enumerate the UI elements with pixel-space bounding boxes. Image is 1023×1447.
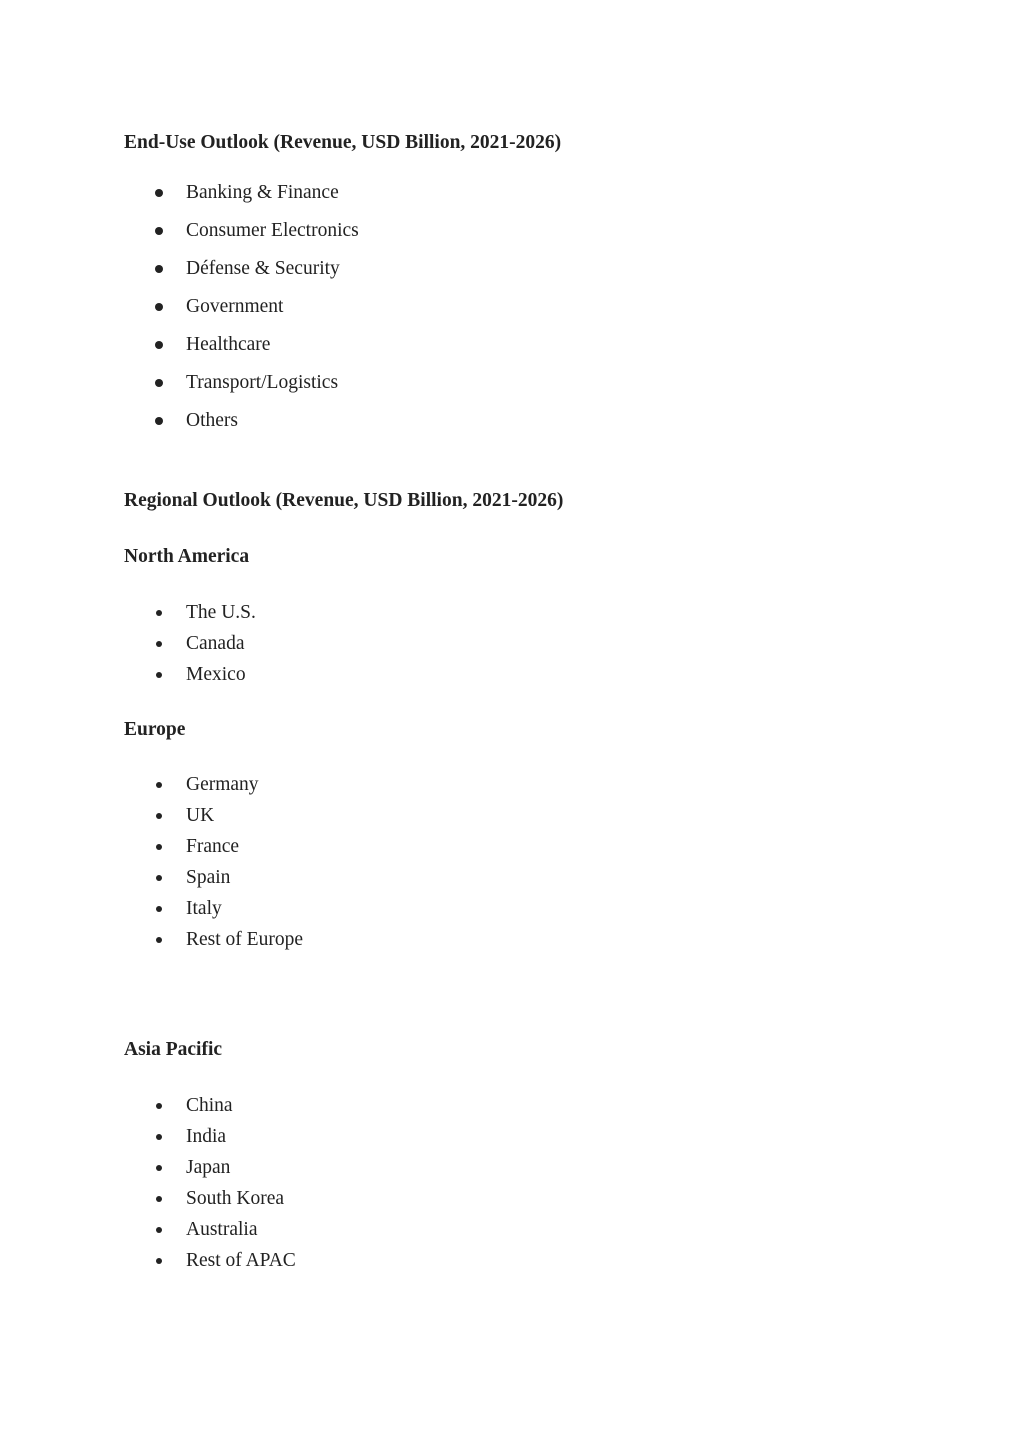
bullet-icon [155, 379, 163, 387]
bullet-icon [155, 417, 163, 425]
bullet-icon [156, 641, 162, 647]
bullet-icon [156, 1196, 162, 1202]
bullet-icon [155, 341, 163, 349]
north-america-heading: North America [124, 546, 250, 567]
bullet-icon [156, 1134, 162, 1140]
bullet-icon [156, 782, 162, 788]
bullet-icon [156, 672, 162, 678]
bullet-icon [156, 1165, 162, 1171]
bullet-icon [156, 906, 162, 912]
bullet-icon [155, 189, 163, 197]
bullet-icon [156, 610, 162, 616]
asia-pacific-heading: Asia Pacific [124, 1039, 223, 1060]
bullet-icon [155, 265, 163, 273]
bullet-icon [156, 1227, 162, 1233]
bullet-icon [156, 813, 162, 819]
bullet-icon [156, 844, 162, 850]
bullet-icon [156, 875, 162, 881]
europe-heading: Europe [124, 719, 186, 740]
enduse-heading: End-Use Outlook (Revenue, USD Billion, 2021-2026) [124, 132, 562, 153]
bullet-icon [156, 1103, 162, 1109]
bullet-icon [156, 1258, 162, 1264]
bullet-icon [155, 227, 163, 235]
regional-heading: Regional Outlook (Revenue, USD Billion, 2021-2026) [124, 490, 564, 511]
bullet-icon [155, 303, 163, 311]
bullet-icon [156, 937, 162, 943]
